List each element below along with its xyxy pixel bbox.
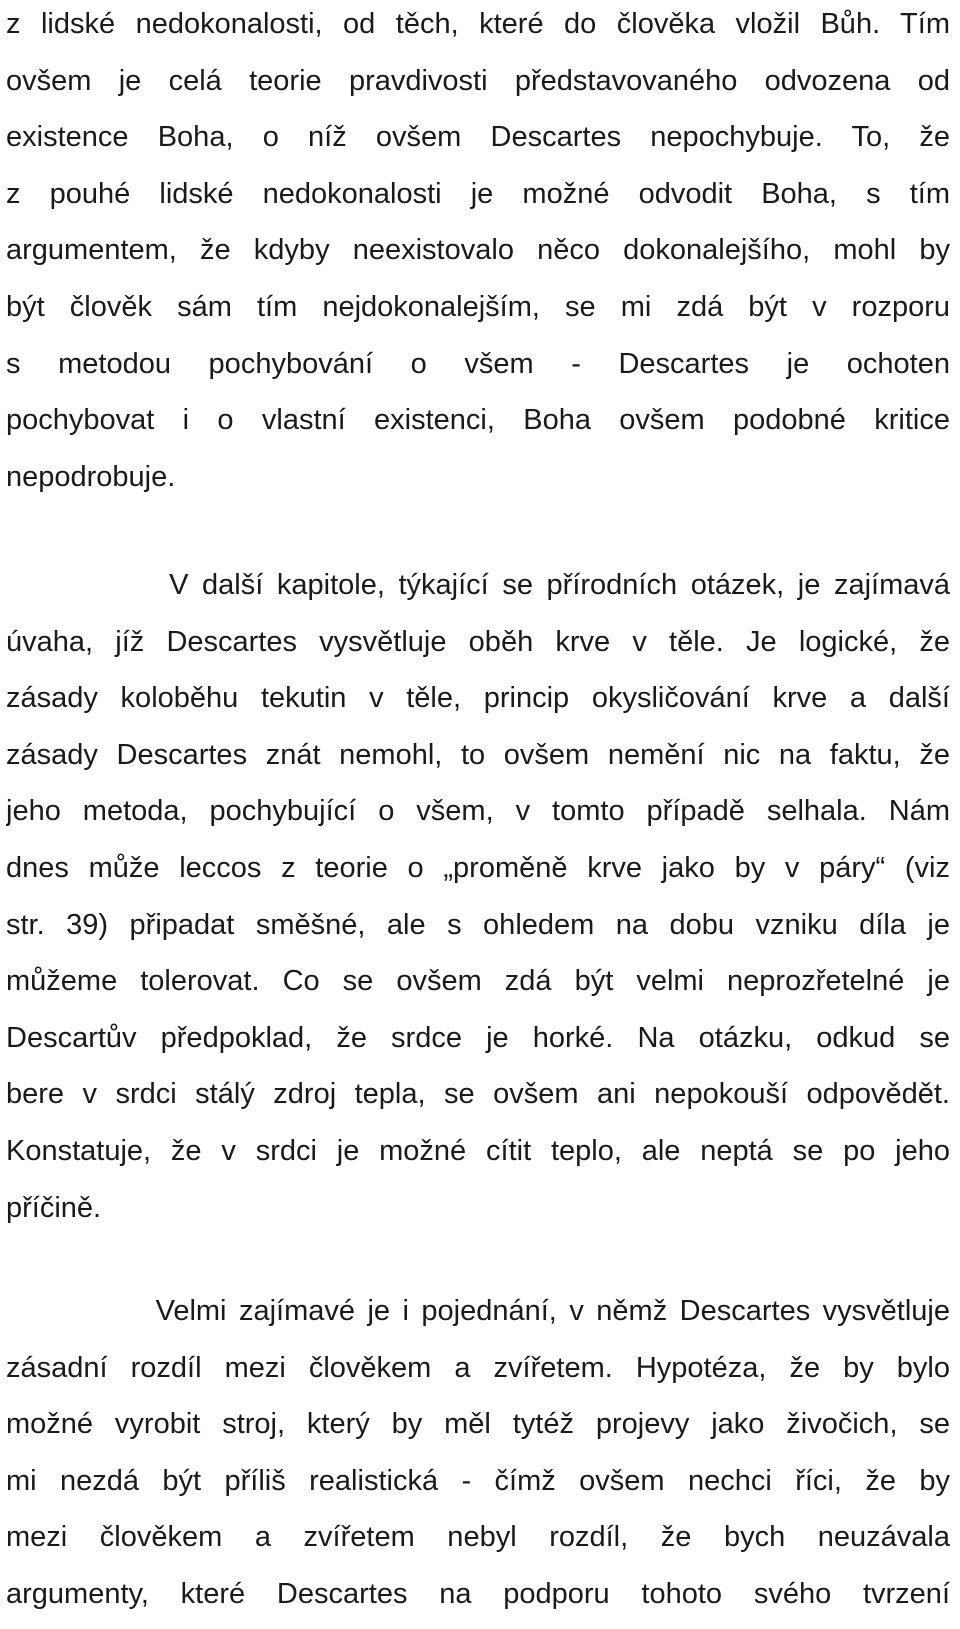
text-line: nepodrobuje.	[6, 460, 176, 493]
text-line: zásady Descartes znát nemohl, to ovšem nemění nic na faktu, že	[6, 738, 950, 771]
text-line: Velmi zajímavé je i pojednání, v němž Descartes vysvětluje	[6, 1295, 950, 1327]
text-line: existence Boha, o níž ovšem Descartes nepochybuje. To, že	[6, 121, 950, 154]
text-line: str. 39) připadat směšné, ale s ohledem na dobu vzniku díla je	[6, 908, 950, 941]
text-line: ovšem je celá teorie pravdivosti představovaného odvozena od	[6, 64, 950, 97]
text-line: zásadní rozdíl mezi člověkem a zvířetem. Hypotéza, že by bylo	[6, 1351, 950, 1384]
text-line: z lidské nedokonalosti, od těch, které do člověka vložil Bůh. Tím	[6, 8, 950, 40]
text-line: V další kapitole, týkající se přírodních otázek, je zajímavá	[6, 569, 950, 601]
text-line: zásady koloběhu tekutin v těle, princip okysličování krve a další	[6, 682, 950, 715]
text-line: úvaha, jíž Descartes vysvětluje oběh krve v těle. Je logické, že	[6, 625, 950, 658]
text-line: jeho metoda, pochybující o všem, v tomto případě selhala. Nám	[6, 795, 950, 828]
text-line: pochybovat i o vlastní existenci, Boha ovšem podobné kritice	[6, 404, 950, 437]
text-line: Descartův předpoklad, že srdce je horké. Na otázku, odkud se	[6, 1021, 950, 1054]
text-line: příčině.	[6, 1191, 102, 1224]
text-line: mi nezdá být příliš realistická - čímž ovšem nechci říci, že by	[6, 1464, 950, 1497]
paragraph-2	[6, 557, 950, 1236]
paragraph-1	[6, 0, 950, 505]
text-line: bere v srdci stálý zdroj tepla, se ovšem ani nepokouší odpovědět.	[6, 1078, 950, 1111]
text-line: z pouhé lidské nedokonalosti je možné odvodit Boha, s tím	[6, 177, 950, 210]
text-line: můžeme tolerovat. Co se ovšem zdá být velmi neprozřetelné je	[6, 965, 950, 998]
text-line: mezi člověkem a zvířetem nebyl rozdíl, že bych neuzávala	[6, 1521, 950, 1554]
text-line: s metodou pochybování o všem - Descartes je ochoten	[6, 347, 950, 380]
text-line: argumentem, že kdyby neexistovalo něco dokonalejšího, mohl by	[6, 234, 950, 267]
text-line: být člověk sám tím nejdokonalejším, se mi zdá být v rozporu	[6, 290, 950, 323]
text-line: Konstatuje, že v srdci je možné cítit teplo, ale neptá se po jeho	[6, 1134, 950, 1167]
paragraph-3	[6, 1283, 950, 1623]
text-line: argumenty, které Descartes na podporu tohoto svého tvrzení	[6, 1577, 950, 1610]
text-line: dnes může leccos z teorie o „proměně krve jako by v páry“ (viz	[6, 851, 950, 884]
text-line: možné vyrobit stroj, který by měl tytéž projevy jako živočich, se	[6, 1408, 950, 1441]
